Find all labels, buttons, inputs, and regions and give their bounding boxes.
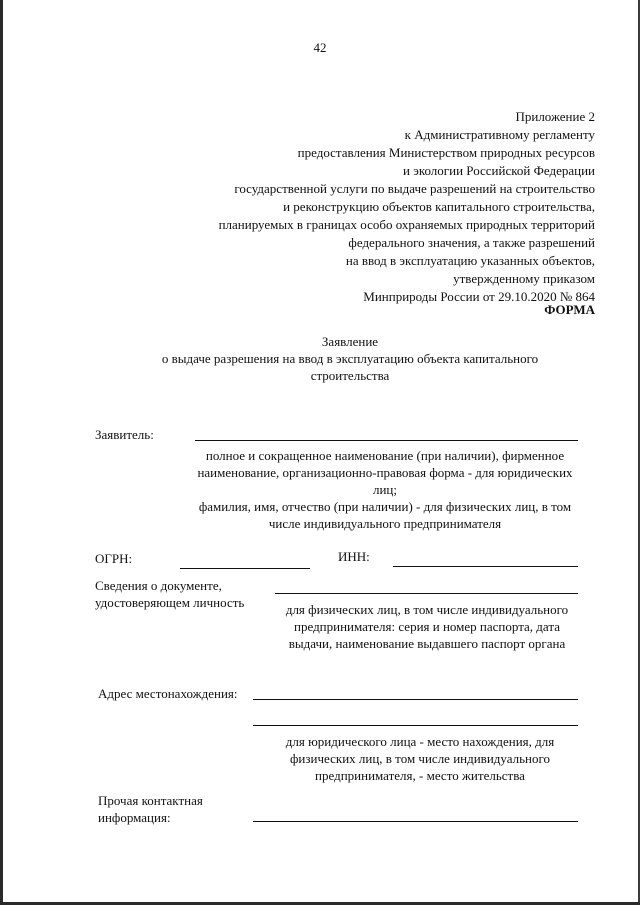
hint-line: полное и сокращенное наименование (при наличии), фирменное [205, 448, 565, 463]
appendix-line: к Административному регламенту [404, 127, 595, 142]
label-line: Сведения о документе, [95, 578, 222, 593]
title-line: строительства [310, 368, 390, 383]
address-field-line-2[interactable] [253, 725, 578, 726]
title-line: о выдаче разрешения на ввод в эксплуатацию объекта капитального [161, 351, 539, 366]
appendix-line: Минприроды России от 29.10.2020 № 864 [363, 289, 595, 304]
appendix-line: Приложение 2 [515, 109, 595, 124]
scan-left-edge [0, 0, 3, 905]
hint-line: лиц; [372, 482, 397, 497]
hint-line: для юридического лица - место нахождения, для [285, 734, 555, 749]
other-contact-field[interactable] [253, 821, 578, 822]
appendix-line: планируемых в границах особо охраняемых природных территорий [218, 217, 595, 232]
label-line: информация: [98, 810, 171, 825]
appendix-line: утвержденному приказом [453, 271, 595, 286]
address-hint [255, 733, 585, 784]
inn-field[interactable] [393, 566, 578, 567]
appendix-line: на ввод в эксплуатацию указанных объектов, [345, 253, 595, 268]
appendix-header [195, 108, 595, 306]
identity-document-label [95, 577, 244, 611]
label-line: удостоверяющем личность [95, 595, 245, 610]
identity-document-field[interactable] [275, 593, 578, 594]
hint-line: предпринимателя, - место жительства [315, 768, 525, 783]
document-title [160, 333, 540, 384]
hint-line: выдачи, наименование выдавшего паспорт органа [288, 636, 566, 651]
hint-line: для физических лиц, в том числе индивидуального [285, 602, 569, 617]
address-label: Адрес местонахождения: [98, 686, 238, 701]
hint-line: предпринимателя: серия и номер паспорта, дата [294, 619, 560, 634]
title-line: Заявление [321, 334, 379, 349]
form-label: ФОРМА [544, 302, 595, 317]
hint-line: числе индивидуального предпринимателя [268, 516, 502, 531]
ogrn-label: ОГРН: [95, 551, 133, 566]
hint-line: физических лиц, в том числе индивидуального [290, 751, 550, 766]
appendix-line: федерального значения, а также разрешений [348, 235, 595, 250]
appendix-line: и реконструкцию объектов капитального строительства, [283, 199, 595, 214]
applicant-label: Заявитель: [95, 427, 154, 442]
page-number: 42 [313, 40, 327, 55]
hint-line: наименование, организационно-правовая форма - для юридических [197, 465, 573, 480]
other-contact-label [98, 792, 203, 826]
label-line: Прочая контактная [98, 793, 203, 808]
applicant-field[interactable] [195, 440, 578, 441]
applicant-hint [190, 447, 580, 532]
appendix-line: предоставления Министерством природных ресурсов [297, 145, 595, 160]
inn-label: ИНН: [338, 549, 370, 564]
address-field-line-1[interactable] [253, 699, 578, 700]
identity-document-hint [262, 601, 592, 652]
ogrn-field[interactable] [180, 568, 310, 569]
hint-line: фамилия, имя, отчество (при наличии) - для физических лиц, в том [198, 499, 572, 514]
appendix-line: государственной услуги по выдаче разрешений на строительство [234, 181, 595, 196]
appendix-line: и экологии Российской Федерации [403, 163, 595, 178]
